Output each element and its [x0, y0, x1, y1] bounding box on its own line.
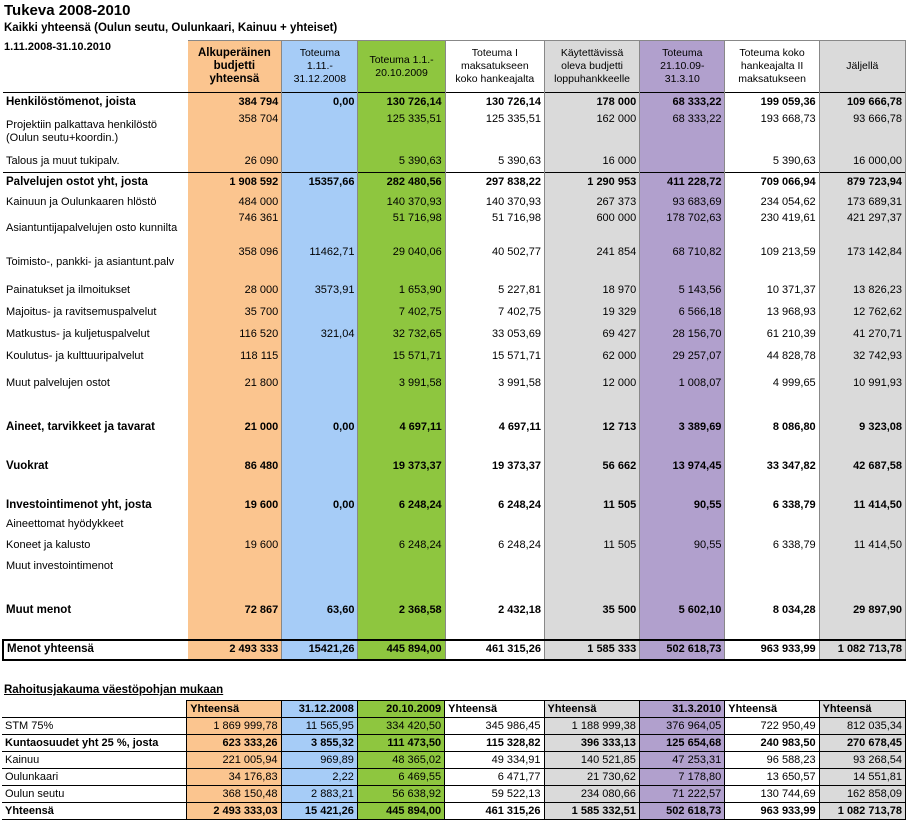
cell-value: 15357,66 — [282, 173, 358, 193]
financing-cell: 812 035,34 — [819, 718, 905, 735]
cell-value: 297 838,22 — [445, 173, 544, 193]
cell-value: 2 432,18 — [445, 600, 544, 622]
cell-value — [282, 516, 358, 534]
cell-value — [725, 558, 819, 576]
financing-cell: 140 521,85 — [544, 752, 639, 769]
cell-value: 199 059,36 — [725, 93, 819, 113]
cell-value: 12 000 — [544, 368, 639, 400]
cell-value — [640, 558, 725, 576]
cell-value: 4 697,11 — [358, 418, 445, 438]
financing-col-header: Yhteensä — [187, 701, 281, 718]
cell-value — [640, 151, 725, 173]
col-header: Käytettävissä oleva budjetti loppuhankkeelle — [544, 41, 639, 93]
cell-value: 21 000 — [188, 418, 282, 438]
cell-value: 6 566,18 — [640, 302, 725, 324]
cell-value: 32 742,93 — [819, 346, 905, 368]
financing-cell: 56 638,92 — [357, 786, 444, 803]
cell-value — [544, 516, 639, 534]
cell-value: 0,00 — [282, 93, 358, 113]
financing-cell: 96 588,23 — [725, 752, 819, 769]
cell-value: 10 991,93 — [819, 368, 905, 400]
financing-row — [2, 786, 906, 803]
col-header: Jäljellä — [819, 41, 905, 93]
cell-value: 0,00 — [282, 496, 358, 516]
financing-cell: 115 328,82 — [445, 735, 544, 752]
financing-cell: 93 268,54 — [819, 752, 905, 769]
cell-value: 5 227,81 — [445, 280, 544, 302]
cell-value — [282, 368, 358, 400]
financing-cell: 969,89 — [281, 752, 357, 769]
cell-value: 19 373,37 — [445, 456, 544, 478]
cell-value: 90,55 — [640, 534, 725, 558]
cell-value: 421 297,37 — [819, 212, 905, 246]
cell-value: 1 585 333 — [544, 640, 639, 660]
financing-cell: 49 334,91 — [445, 752, 544, 769]
financing-col-header: Yhteensä — [544, 701, 639, 718]
cell-value: 15421,26 — [282, 640, 358, 660]
cell-value: 42 687,58 — [819, 456, 905, 478]
financing-cell: 445 894,00 — [357, 803, 444, 820]
row-label: Henkilöstömenot, joista — [3, 93, 188, 113]
cell-value: 130 726,14 — [358, 93, 445, 113]
financing-cell: 396 333,13 — [544, 735, 639, 752]
cell-value: 41 270,71 — [819, 324, 905, 346]
cell-value: 18 970 — [544, 280, 639, 302]
financing-col-header: Yhteensä — [445, 701, 544, 718]
cell-value: 8 034,28 — [725, 600, 819, 622]
row-label: Menot yhteensä — [3, 640, 188, 660]
table-row — [3, 418, 906, 438]
cell-value — [282, 558, 358, 576]
table-row — [3, 600, 906, 622]
cell-value: 9 323,08 — [819, 418, 905, 438]
cell-value: 384 794 — [188, 93, 282, 113]
financing-cell: 234 080,66 — [544, 786, 639, 803]
cell-value: 16 000,00 — [819, 151, 905, 173]
cell-value: 69 427 — [544, 324, 639, 346]
cell-value: 11 505 — [544, 534, 639, 558]
financing-row-label: Oulunkaari — [2, 769, 187, 786]
cell-value: 28 000 — [188, 280, 282, 302]
table-row — [3, 558, 906, 576]
cell-value: 358 096 — [188, 246, 282, 280]
cell-value — [445, 516, 544, 534]
row-label: Muut investointimenot — [6, 560, 113, 572]
cell-value: 10 371,37 — [725, 280, 819, 302]
col-header: Toteuma koko hankeajalta II maksatukseen — [725, 41, 819, 93]
cell-value — [282, 456, 358, 478]
row-label: Talous ja muut tukipalv. — [6, 154, 120, 167]
cell-value: 21 800 — [188, 368, 282, 400]
cell-value: 29 040,06 — [358, 246, 445, 280]
cell-value: 19 600 — [188, 534, 282, 558]
cell-value: 19 373,37 — [358, 456, 445, 478]
financing-cell: 6 471,77 — [445, 769, 544, 786]
row-label: Aineet, tarvikkeet ja tavarat — [6, 421, 155, 433]
financing-cell: 48 365,02 — [357, 752, 444, 769]
financing-cell: 162 858,09 — [819, 786, 905, 803]
cell-value — [358, 516, 445, 534]
cell-value: 15 571,71 — [358, 346, 445, 368]
cell-value: 13 826,23 — [819, 280, 905, 302]
cell-value: 4 697,11 — [445, 418, 544, 438]
cell-value: 90,55 — [640, 496, 725, 516]
cell-value: 321,04 — [282, 324, 358, 346]
cell-value: 234 054,62 — [725, 193, 819, 212]
cell-value: 193 668,73 — [725, 113, 819, 151]
cell-value: 72 867 — [188, 600, 282, 622]
financing-cell: 11 565,95 — [281, 718, 357, 735]
table-row — [3, 93, 906, 113]
cell-value: 600 000 — [544, 212, 639, 246]
financing-cell: 71 222,57 — [639, 786, 724, 803]
cell-value: 6 338,79 — [725, 496, 819, 516]
row-label: Koulutus- ja kulttuuripalvelut — [6, 350, 144, 362]
cell-value: 68 333,22 — [640, 93, 725, 113]
document-subtitle: Kaikki yhteensä (Oulun seutu, Oulunkaari, Kainuu + yhteiset) — [4, 22, 338, 34]
row-label: Koneet ja kalusto — [6, 539, 91, 551]
cell-value: 86 480 — [188, 456, 282, 478]
financing-cell: 2 493 333,03 — [187, 803, 281, 820]
cell-value: 93 683,69 — [640, 193, 725, 212]
col-header: Toteuma I maksatukseen koko hankeajalta — [445, 41, 544, 93]
financing-cell: 34 176,83 — [187, 769, 281, 786]
financing-cell: 368 150,48 — [187, 786, 281, 803]
cell-value: 109 666,78 — [819, 93, 905, 113]
cell-value: 68 333,22 — [640, 113, 725, 151]
cell-value: 6 248,24 — [358, 534, 445, 558]
financing-row — [2, 752, 906, 769]
row-label: Muut palvelujen ostot — [6, 377, 110, 389]
cell-value: 6 248,24 — [445, 496, 544, 516]
table-row — [3, 193, 906, 212]
cell-value: 502 618,73 — [640, 640, 725, 660]
cell-value — [188, 558, 282, 576]
financing-title: Rahoitusjakauma väestöpohjan mukaan — [4, 684, 224, 696]
row-label: Palvelujen ostot yht, josta — [3, 173, 188, 193]
cell-value: 2 368,58 — [358, 600, 445, 622]
cell-value: 140 370,93 — [358, 193, 445, 212]
cell-value: 241 854 — [544, 246, 639, 280]
financing-cell: 59 522,13 — [445, 786, 544, 803]
financing-cell: 21 730,62 — [544, 769, 639, 786]
expense-table — [2, 40, 906, 661]
financing-cell: 2,22 — [281, 769, 357, 786]
document-title: Tukeva 2008-2010 — [4, 2, 131, 19]
table-row — [3, 280, 906, 302]
financing-col-header: Yhteensä — [819, 701, 905, 718]
cell-value: 11 414,50 — [819, 496, 905, 516]
cell-value: 125 335,51 — [445, 113, 544, 151]
cell-value: 746 361 — [188, 212, 282, 246]
cell-value — [282, 302, 358, 324]
cell-value — [282, 113, 358, 151]
cell-value: 411 228,72 — [640, 173, 725, 193]
cell-value: 19 329 — [544, 302, 639, 324]
cell-value: 130 726,14 — [445, 93, 544, 113]
financing-row-label: STM 75% — [2, 718, 187, 735]
financing-cell: 221 005,94 — [187, 752, 281, 769]
cell-value: 51 716,98 — [358, 212, 445, 246]
row-label: Toimisto-, pankki- ja asiantunt.palv — [6, 256, 175, 268]
cell-value: 267 373 — [544, 193, 639, 212]
cell-value: 282 480,56 — [358, 173, 445, 193]
cell-value: 7 402,75 — [358, 302, 445, 324]
cell-value: 3 389,69 — [640, 418, 725, 438]
table-row — [3, 534, 906, 558]
financing-table — [2, 700, 906, 820]
cell-value: 5 390,63 — [358, 151, 445, 173]
financing-cell: 623 333,26 — [187, 735, 281, 752]
row-label: Painatukset ja ilmoitukset — [6, 284, 131, 296]
cell-value: 4 999,65 — [725, 368, 819, 400]
cell-value: 7 402,75 — [445, 302, 544, 324]
cell-value: 230 419,61 — [725, 212, 819, 246]
cell-value: 12 713 — [544, 418, 639, 438]
cell-value — [725, 516, 819, 534]
cell-value: 29 257,07 — [640, 346, 725, 368]
row-label: Projektiin palkattava henkilöstö (Oulun seutu+koordin.) — [6, 118, 158, 144]
financing-row — [2, 718, 906, 735]
cell-value: 2 493 333 — [188, 640, 282, 660]
table-row — [3, 640, 906, 660]
cell-value — [819, 516, 905, 534]
col-header: Toteuma 1.1.- 20.10.2009 — [358, 41, 445, 93]
cell-value: 63,60 — [282, 600, 358, 622]
cell-value: 33 053,69 — [445, 324, 544, 346]
cell-value: 173 689,31 — [819, 193, 905, 212]
cell-value: 15 571,71 — [445, 346, 544, 368]
cell-value: 461 315,26 — [445, 640, 544, 660]
financing-cell: 1 082 713,78 — [819, 803, 905, 820]
cell-value: 8 086,80 — [725, 418, 819, 438]
financing-cell: 345 986,45 — [445, 718, 544, 735]
cell-value: 13 974,45 — [640, 456, 725, 478]
row-label: Majoitus- ja ravitsemuspalvelut — [6, 306, 157, 318]
financing-cell: 7 178,80 — [639, 769, 724, 786]
table-row — [3, 246, 906, 280]
financing-cell: 3 855,32 — [281, 735, 357, 752]
cell-value: 1 290 953 — [544, 173, 639, 193]
cell-value: 32 732,65 — [358, 324, 445, 346]
cell-value: 5 390,63 — [445, 151, 544, 173]
financing-row-label: Oulun seutu — [2, 786, 187, 803]
financing-cell: 1 585 332,51 — [544, 803, 639, 820]
cell-value: 26 090 — [188, 151, 282, 173]
cell-value: 1 082 713,78 — [819, 640, 905, 660]
table-row — [3, 173, 906, 193]
cell-value: 16 000 — [544, 151, 639, 173]
cell-value: 51 716,98 — [445, 212, 544, 246]
financing-row — [2, 769, 906, 786]
table-row — [3, 346, 906, 368]
financing-cell: 334 420,50 — [357, 718, 444, 735]
cell-value: 1 653,90 — [358, 280, 445, 302]
cell-value: 33 347,82 — [725, 456, 819, 478]
financing-cell: 13 650,57 — [725, 769, 819, 786]
cell-value: 11462,71 — [282, 246, 358, 280]
financing-cell: 1 869 999,78 — [187, 718, 281, 735]
cell-value: 40 502,77 — [445, 246, 544, 280]
cell-value: 56 662 — [544, 456, 639, 478]
cell-value: 178 702,63 — [640, 212, 725, 246]
table-row — [3, 212, 906, 246]
financing-cell: 270 678,45 — [819, 735, 905, 752]
financing-row-label: Yhteensä — [2, 803, 187, 820]
table-row — [3, 151, 906, 173]
cell-value: 35 700 — [188, 302, 282, 324]
cell-value: 61 210,39 — [725, 324, 819, 346]
cell-value: 6 248,24 — [445, 534, 544, 558]
cell-value: 445 894,00 — [358, 640, 445, 660]
financing-row-label: Kuntaosuudet yht 25 %, josta — [2, 735, 187, 752]
row-label: Vuokrat — [6, 460, 49, 472]
table-row — [3, 456, 906, 478]
cell-value: 358 704 — [188, 113, 282, 151]
cell-value: 173 142,84 — [819, 246, 905, 280]
col-header: Toteuma 1.11.- 31.12.2008 — [282, 41, 358, 93]
table-row — [3, 324, 906, 346]
cell-value — [640, 516, 725, 534]
cell-value: 6 338,79 — [725, 534, 819, 558]
financing-cell: 14 551,81 — [819, 769, 905, 786]
cell-value: 1 908 592 — [188, 173, 282, 193]
financing-cell: 47 253,31 — [639, 752, 724, 769]
cell-value — [544, 558, 639, 576]
financing-cell: 722 950,49 — [725, 718, 819, 735]
financing-col-header: 31.12.2008 — [281, 701, 357, 718]
cell-value: 5 602,10 — [640, 600, 725, 622]
cell-value: 178 000 — [544, 93, 639, 113]
financing-cell: 111 473,50 — [357, 735, 444, 752]
cell-value: 484 000 — [188, 193, 282, 212]
financing-cell: 376 964,05 — [639, 718, 724, 735]
cell-value: 35 500 — [544, 600, 639, 622]
financing-cell: 6 469,55 — [357, 769, 444, 786]
cell-value: 162 000 — [544, 113, 639, 151]
col-header: Toteuma 21.10.09- 31.3.10 — [640, 41, 725, 93]
cell-value — [188, 516, 282, 534]
cell-value: 29 897,90 — [819, 600, 905, 622]
col-header: Alkuperäinen budjetti yhteensä — [188, 41, 282, 93]
cell-value: 44 828,78 — [725, 346, 819, 368]
financing-cell: 502 618,73 — [639, 803, 724, 820]
cell-value: 3573,91 — [282, 280, 358, 302]
financing-header-row — [2, 701, 906, 718]
cell-value: 68 710,82 — [640, 246, 725, 280]
cell-value: 879 723,94 — [819, 173, 905, 193]
financing-row — [2, 735, 906, 752]
cell-value: 1 008,07 — [640, 368, 725, 400]
cell-value: 3 991,58 — [445, 368, 544, 400]
cell-value — [282, 193, 358, 212]
cell-value: 5 390,63 — [725, 151, 819, 173]
cell-value: 3 991,58 — [358, 368, 445, 400]
cell-value — [445, 558, 544, 576]
table-row — [3, 496, 906, 516]
cell-value: 116 520 — [188, 324, 282, 346]
cell-value: 62 000 — [544, 346, 639, 368]
cell-value: 5 143,56 — [640, 280, 725, 302]
table-row — [3, 368, 906, 400]
cell-value: 963 933,99 — [725, 640, 819, 660]
document-period: 1.11.2008-31.10.2010 — [4, 41, 112, 53]
financing-cell: 130 744,69 — [725, 786, 819, 803]
cell-value: 12 762,62 — [819, 302, 905, 324]
cell-value: 13 968,93 — [725, 302, 819, 324]
row-label: Investointimenot yht, josta — [6, 499, 152, 511]
cell-value — [819, 558, 905, 576]
table-row — [3, 113, 906, 151]
financing-row — [2, 803, 906, 820]
cell-value — [358, 558, 445, 576]
cell-value: 140 370,93 — [445, 193, 544, 212]
financing-col-header: 20.10.2009 — [357, 701, 444, 718]
cell-value: 6 248,24 — [358, 496, 445, 516]
table-row — [3, 302, 906, 324]
cell-value: 709 066,94 — [725, 173, 819, 193]
cell-value: 109 213,59 — [725, 246, 819, 280]
cell-value — [282, 151, 358, 173]
financing-col-header: 31.3.2010 — [639, 701, 724, 718]
cell-value: 11 505 — [544, 496, 639, 516]
financing-cell: 240 983,50 — [725, 735, 819, 752]
financing-cell: 963 933,99 — [725, 803, 819, 820]
row-label: Muut menot — [6, 604, 72, 616]
cell-value: 19 600 — [188, 496, 282, 516]
cell-value — [282, 346, 358, 368]
financing-cell: 461 315,26 — [445, 803, 544, 820]
financing-cell: 1 188 999,38 — [544, 718, 639, 735]
cell-value — [282, 534, 358, 558]
row-label: Asiantuntijapalvelujen osto kunnilta — [6, 222, 178, 234]
cell-value: 28 156,70 — [640, 324, 725, 346]
financing-row-label: Kainuu — [2, 752, 187, 769]
cell-value — [282, 212, 358, 246]
cell-value: 118 115 — [188, 346, 282, 368]
row-label: Aineettomat hyödykkeet — [6, 518, 124, 530]
row-label: Kainuun ja Oulunkaaren hlöstö — [6, 195, 157, 208]
financing-cell: 15 421,26 — [281, 803, 357, 820]
cell-value: 125 335,51 — [358, 113, 445, 151]
cell-value: 11 414,50 — [819, 534, 905, 558]
financing-cell: 2 883,21 — [281, 786, 357, 803]
financing-cell: 125 654,68 — [639, 735, 724, 752]
financing-col-header: Yhteensä — [725, 701, 819, 718]
row-label: Matkustus- ja kuljetuspalvelut — [6, 328, 150, 340]
table-row — [3, 516, 906, 534]
cell-value: 93 666,78 — [819, 113, 905, 151]
cell-value: 0,00 — [282, 418, 358, 438]
